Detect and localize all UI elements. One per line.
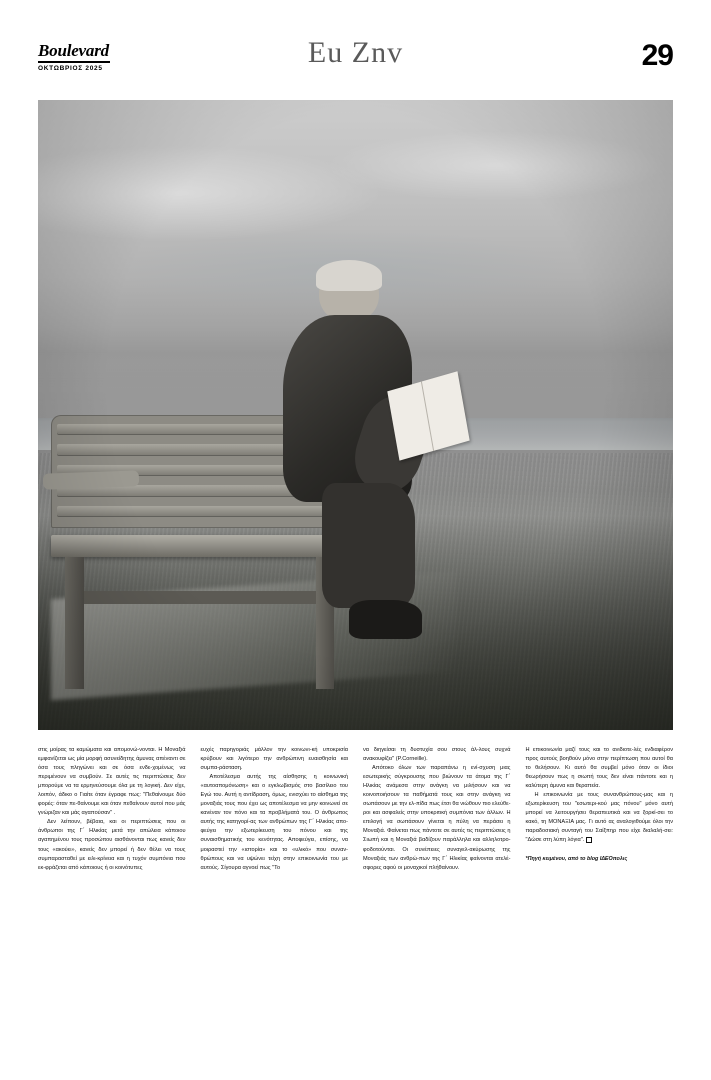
photo-vignette bbox=[38, 100, 673, 730]
section-title: Eu Znv bbox=[307, 36, 404, 69]
masthead bbox=[38, 0, 673, 74]
paragraph: ευχές παρηγοριάς μάλλον την κοινωνι-κή υποκρισία κρύβουν και λιγότερο την ανθρώπινη ευαισθησία και συμπα-ράσταση. bbox=[200, 747, 348, 772]
paragraph: Η επικοινωνία μαζί τους και το ανιδιοτε-λές ενδιαφέρον προς αυτούς βοηθούν μόνο στην περίπτωση που αυτοί θα το θελήσουν. Κι αυτό θα συμβεί μόνο όταν οι ίδιοι θεωρήσουν πως η σιωπή τους δεν είναι πάντοτε και η καλύτερη άμυνα και θεραπεία. bbox=[525, 747, 673, 790]
end-of-article-mark bbox=[586, 837, 592, 843]
article-body bbox=[38, 746, 673, 873]
text-column-2 bbox=[201, 746, 349, 873]
paragraph-text: Η επικοινωνία με τους συνανθρώπους-μας και η εξωτερίκευση του "εσωτερι-κού μας πόνου" μόνο αυτή μπορεί να λειτουργήσει θεραπευτικά και να ξορκί-σει το κακό, τη ΜΟΝΑΞΙΑ μας. Γι αυτό ας αναλογιθούμε όλοι την παραδοσιακή συνταγή του Σαίξπηρ που είχε διαλαλή-σει: "Δώσε στη λύπη λόγια". bbox=[525, 792, 673, 844]
paragraph: Απότοκο όλων των παραπάνω η ενί-σχυση μιας εσωτερικής σύγκρουσης που βιώνουν τα άτομα της Γ΄ Ηλικίας ανάμεσα στην ανάγκη να μιλήσουν και να κοινοποιήσουν τα παθήματά τους και στην ανάγκη να σωπάσουν με την ελ-πίδα πως έτσι θα νιώθουν πιο ελεύθε-ροι και ασφαλείς στην υποκριτική συμπόνια των άλλων. Η επιλογή να σωπάσουν γίνεται η πύλη να περάσει η Μοναξιά. Φαίνεται πως πάντοτε σε αυτές τις περιπτώσεις η Σιωπή και η Μοναξιά βαδίζουν παράλληλα και αλληλοτρο-φοδοτούνται. Οι συνέπειες συναγελ-ακύρωσης της Μοναξιάς των ανθρώ-πων της Γ΄ Ηλικίας φαίνονται ατελέ-σφορες αφού οι μοναχικοί πλήθαίνουν. bbox=[363, 765, 511, 871]
issue-date: ΟΚΤΩΒΡΙΟΣ 2025 bbox=[38, 64, 103, 72]
paragraph-with-endmark bbox=[526, 791, 674, 845]
paragraph: στις μοίρας τα καμώματα και απομονώ-νονται. Η Μοναξιά εμφανίζεται ως μία μορφή ασυνείδητης άμυνας απέναντι σε όσα τους πληγώνει και σε όσα ενδε-χομένως να περιμένουν να συμβούν. Σε αυτές τις περιπτώσεις δεν μπορούμε να τα ερμηνεύσουμε όλα με τη λογική. Δεν είχε, λοιπόν, άδικο ο Γιαίτε όταν έγραφε πως: "Πεθαίνουμε δύο φορές: όταν πε-θαίνουμε και όταν πεθαίνουν αυτοί που μάς γνώριζαν και μάς αγαπούσαν" . bbox=[38, 747, 186, 817]
paragraph: Δεν λείπουν, βέβαια, και οι περιπτώσεις που οι άνθρωποι της Γ΄ Ηλικίας μετά την απώλεια κάποιου αγαπημένου τους προσώπου αισθάνονται πως κανείς δεν τους «ακούει», κανείς δεν μπορεί ή δεν θέλει να τους συμπαρασταθεί με ειλι-κρίνεια και η τυχόν συμπόνια που εκ-φράζεται από κάποιους ή οι κοινότυπες bbox=[38, 819, 186, 871]
paragraph: Αποτέλεσμα αυτής της αίσθησης η κοινωνική «αυτοαπομόνωση» και ο εγκλωβισμός στο βασίλειο του Εγώ του. Αυτή η αντίδραση, όμως, ενισχύει το αίσθημα της μοναξιάς τους που έχει ως αποτέλεσμα να μην κοινωνεί σε κανέναν τον πόνο και τα προβλήματά του. Ο άνθρωπος αυτής της κατηγορί-ας των ανθρώπων της Γ΄ Ηλικίας απο-φεύγει την εξωτερίκευση του πόνου και της συναισθηματικής του κενότητας. Αποφεύγει, επίσης, να μοιραστεί την «ιστορία» και το «υλικό» που συναν-θρώπους και να υψώνει τείχη στην επικοινωνία του με αυτούς. Σίγουρα αγνοεί πως "Το bbox=[200, 774, 348, 871]
source-credit: *Πηγή κειμένου, από το blog ΙΔΕΟπολις bbox=[525, 855, 628, 862]
paragraph: να διηγείσαι τη δυστυχία σου στους άλ-λους συχνά ανακουφίζει" (P.Corneille). bbox=[363, 747, 511, 763]
text-column-1 bbox=[38, 746, 186, 873]
text-column-4 bbox=[526, 746, 674, 873]
article-photo bbox=[38, 100, 673, 730]
page-number: 29 bbox=[641, 39, 673, 72]
text-column-3 bbox=[363, 746, 511, 873]
publication-brand: Boulevard bbox=[38, 41, 109, 60]
